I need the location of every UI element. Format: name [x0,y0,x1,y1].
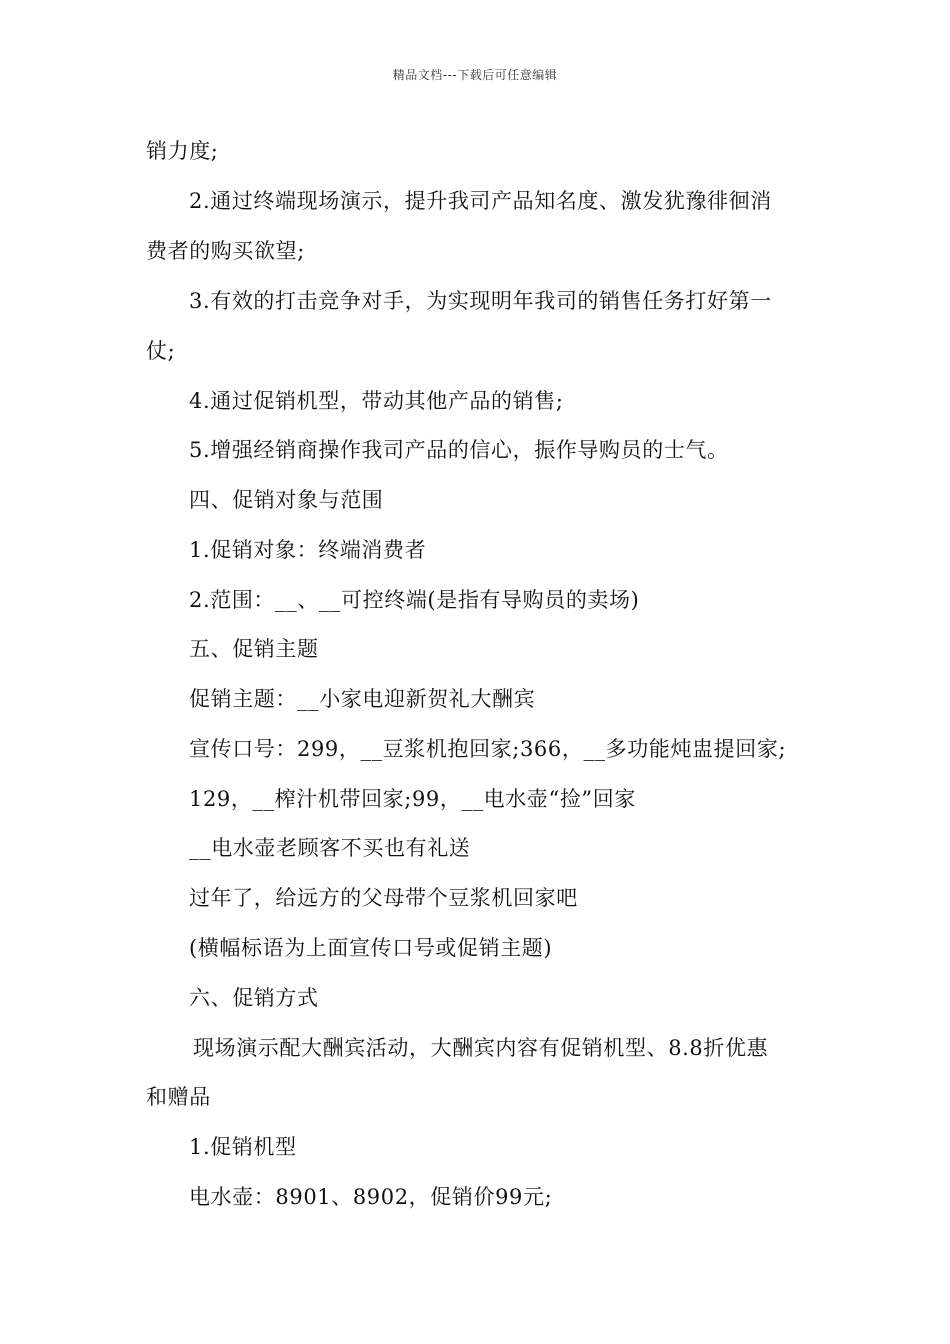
section-heading: 四、促销对象与范围 [189,488,384,512]
paragraph-line: 1.促销对象：终端消费者 [189,538,427,562]
paragraph-line: (横幅标语为上面宣传口号或促销主题) [189,936,553,960]
paragraph-line: 仗; [146,339,176,363]
section-heading: 五、促销主题 [189,637,319,661]
paragraph-line: 2.范围：__、__可控终端(是指有导购员的卖场) [189,588,640,612]
paragraph-line: 现场演示配大酬宾活动，大酬宾内容有促销机型、8.8折优惠 [193,1036,769,1060]
paragraph-line: 电水壶：8901、8902，促销价99元; [189,1185,553,1209]
paragraph-line: 5.增强经销商操作我司产品的信心，振作导购员的士气。 [189,438,729,462]
section-heading: 六、促销方式 [189,986,319,1010]
page-header: 精品文档---下载后可任意编辑 [392,68,558,82]
paragraph-line: 2.通过终端现场演示，提升我司产品知名度、激发犹豫徘徊消 [189,189,772,213]
paragraph-line: 和赠品 [146,1085,211,1109]
paragraph-line: 费者的购买欲望; [146,239,305,263]
paragraph-line: 宣传口号：299，__豆浆机抱回家;366，__多功能炖盅提回家; [189,737,787,761]
paragraph-line: 129，__榨汁机带回家;99，__电水壶“捡”回家 [189,787,636,811]
paragraph-line: __电水壶老顾客不买也有礼送 [189,836,471,860]
paragraph-line: 促销主题：__小家电迎新贺礼大酬宾 [189,687,536,711]
paragraph-line: 1.促销机型 [189,1135,297,1159]
paragraph-line: 3.有效的打击竞争对手，为实现明年我司的销售任务打好第一 [189,289,772,313]
paragraph-line: 过年了，给远方的父母带个豆浆机回家吧 [189,886,578,910]
paragraph-line: 4.通过促销机型，带动其他产品的销售; [189,389,564,413]
paragraph-line: 销力度; [146,139,219,163]
